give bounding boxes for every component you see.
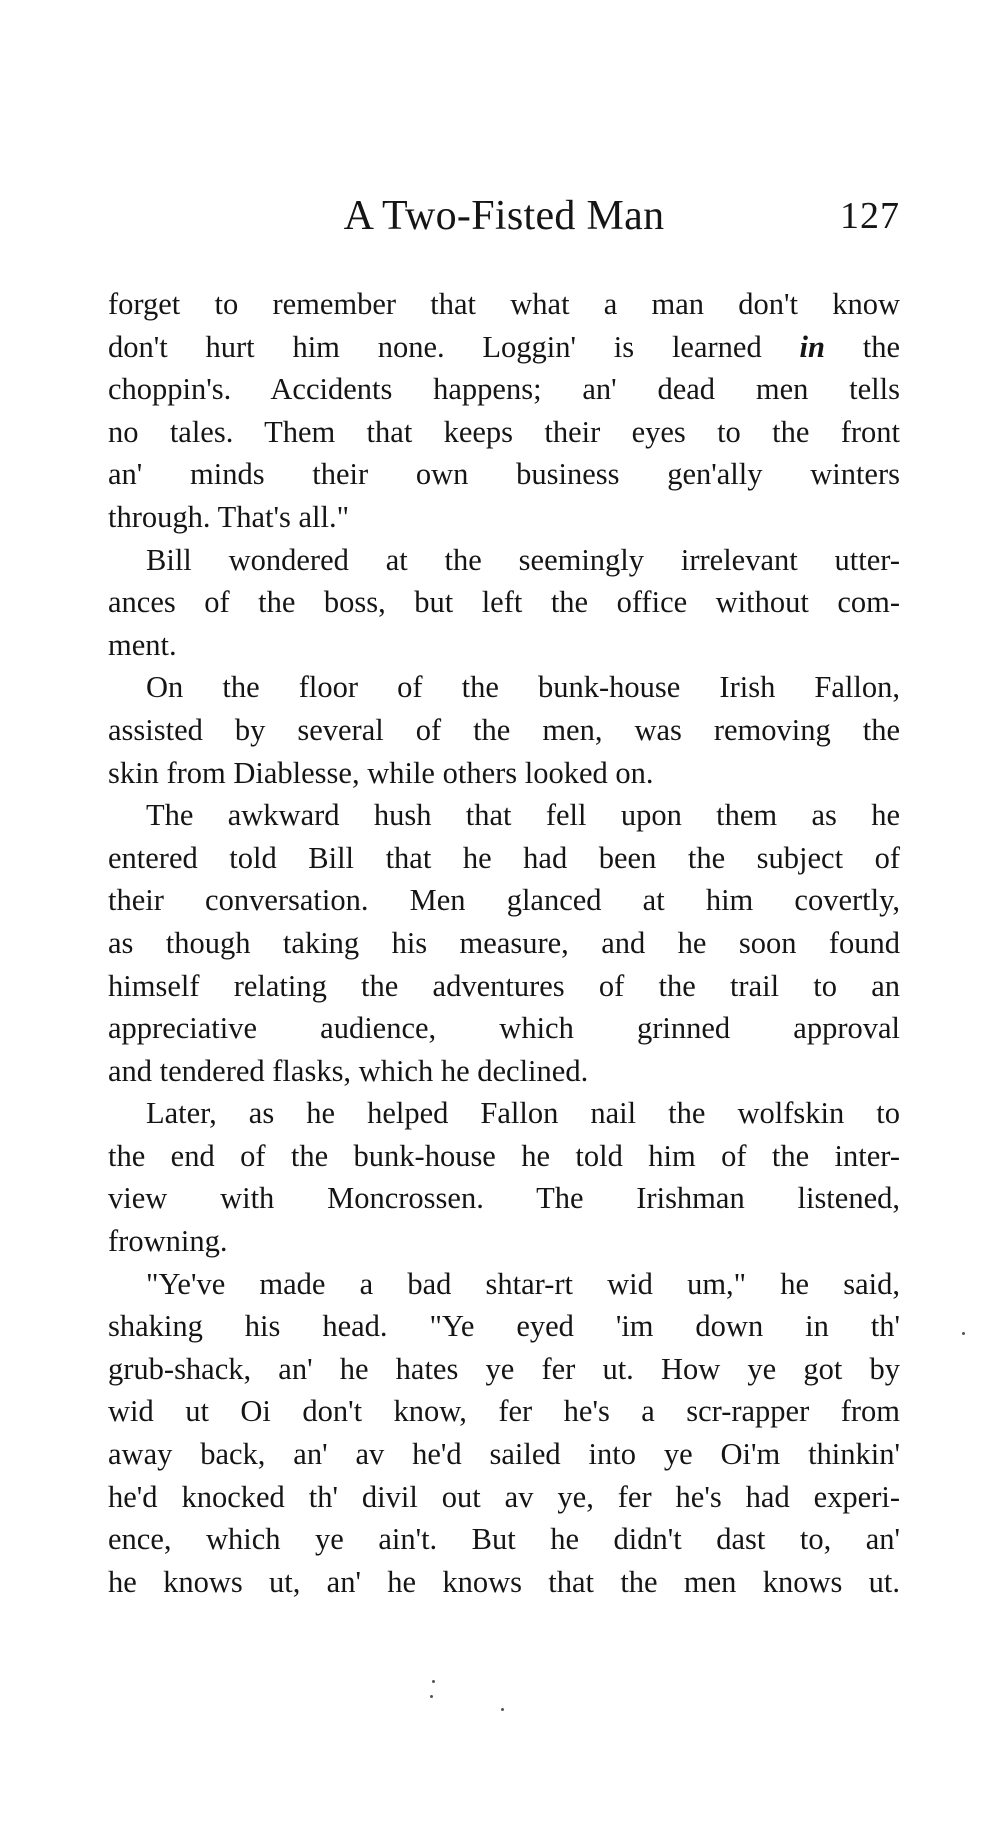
text-line: assisted by several of the men, was removing the <box>108 712 900 747</box>
text-line: himself relating the adventures of the trail to an <box>108 968 900 1003</box>
text-line: choppin's. Accidents happens; an' dead men tells <box>108 372 900 407</box>
text-line: entered told Bill that he had been the subject of <box>108 840 900 875</box>
text-line: The awkward hush that fell upon them as he <box>146 798 900 833</box>
text-line: and tendered flasks, which he declined. <box>108 1053 589 1088</box>
text-line: view with Moncrossen. The Irishman listened, <box>108 1181 900 1216</box>
text-line: wid ut Oi don't know, fer he's a scr-rapper from <box>108 1394 900 1429</box>
text-line: as though taking his measure, and he soon found <box>108 925 900 960</box>
scan-speck <box>501 1708 504 1711</box>
scan-speck <box>432 1680 435 1683</box>
text-fragment: don't hurt him none. Loggin' is learned <box>108 329 800 364</box>
paragraph <box>108 666 900 794</box>
text-line: their conversation. Men glanced at him covertly, <box>108 883 900 918</box>
text-line: grub-shack, an' he hates ye fer ut. How ye got by <box>108 1351 900 1386</box>
body-text <box>108 283 900 1603</box>
text-line: ence, which ye ain't. But he didn't dast to, an' <box>108 1522 900 1557</box>
text-line: no tales. Them that keeps their eyes to the front <box>108 414 900 449</box>
text-line: shaking his head. "Ye eyed 'im down in th' <box>108 1309 900 1344</box>
text-fragment: the <box>824 329 900 364</box>
text-line: Later, as he helped Fallon nail the wolfskin to <box>146 1096 900 1131</box>
text-line <box>108 326 900 369</box>
text-line: the end of the bunk-house he told him of the inter- <box>108 1138 900 1173</box>
paragraph <box>108 283 900 539</box>
emphasized-word: in <box>799 329 825 364</box>
text-line: through. That's all." <box>108 499 350 534</box>
text-line: he'd knocked th' divil out av ye, fer he's had experi- <box>108 1479 900 1514</box>
text-line: ment. <box>108 627 177 662</box>
text-line: away back, an' av he'd sailed into ye Oi'm thinkin' <box>108 1437 900 1472</box>
text-line: he knows ut, an' he knows that the men knows ut. <box>108 1564 900 1599</box>
paragraph <box>108 794 900 1092</box>
scan-speck <box>430 1695 433 1698</box>
paragraph <box>108 539 900 667</box>
text-line: an' minds their own business gen'ally winters <box>108 457 900 492</box>
running-head <box>108 186 900 246</box>
page-number: 127 <box>840 195 900 237</box>
text-line: forget to remember that what a man don't know <box>108 287 900 321</box>
text-line: ances of the boss, but left the office without com- <box>108 585 900 620</box>
text-line: appreciative audience, which grinned approval <box>108 1011 900 1046</box>
text-line: On the floor of the bunk-house Irish Fallon, <box>146 670 900 705</box>
chapter-title: A Two-Fisted Man <box>343 193 665 239</box>
text-line: frowning. <box>108 1224 228 1259</box>
scan-speck <box>962 1332 965 1335</box>
text-line: "Ye've made a bad shtar-rt wid um," he said, <box>146 1266 900 1301</box>
paragraph <box>108 1092 900 1262</box>
paragraph <box>108 1263 900 1604</box>
text-line: skin from Diablesse, while others looked on. <box>108 755 654 790</box>
text-line: Bill wondered at the seemingly irrelevant utter- <box>146 542 900 577</box>
